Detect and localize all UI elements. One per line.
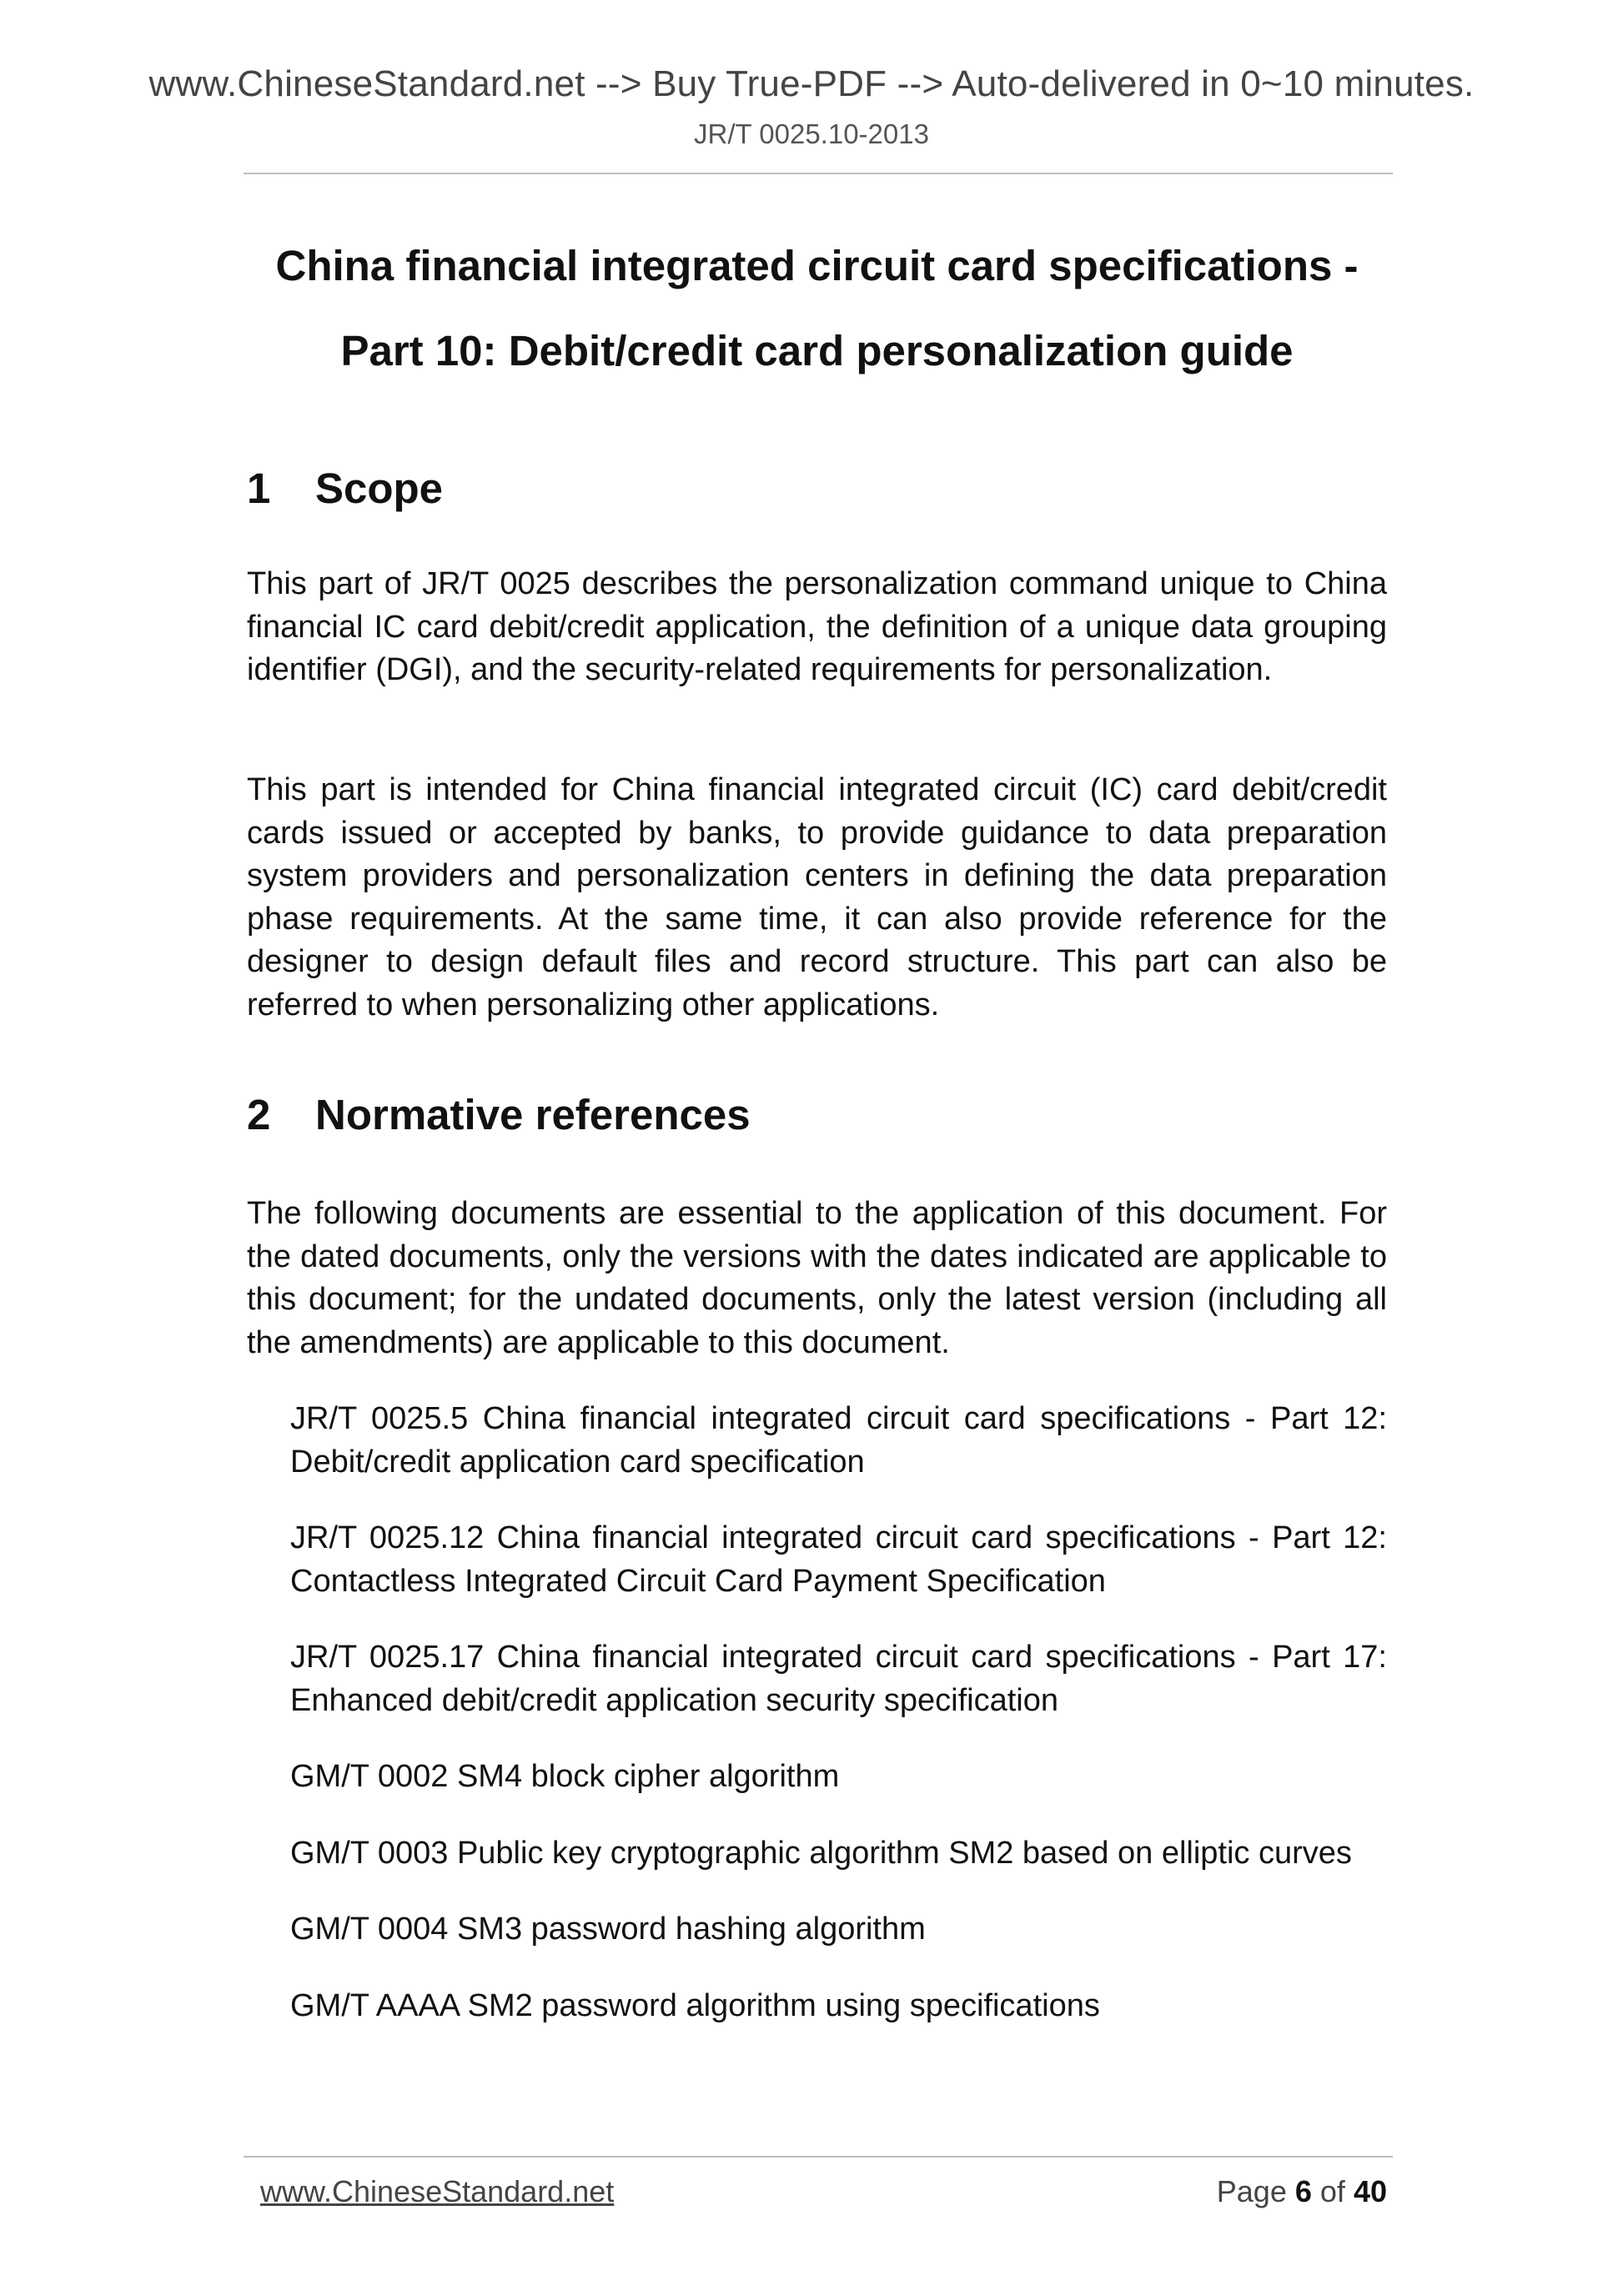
footer-divider [244, 2156, 1393, 2158]
document-title-line1: China financial integrated circuit card specifications - [275, 242, 1359, 289]
page-number [1217, 2174, 1387, 2209]
section-2-title: Normative references [315, 1091, 751, 1138]
page-of: of [1319, 2174, 1345, 2208]
section-1-heading [247, 464, 443, 513]
scope-paragraph-2: This part is intended for China financial integrated circuit (IC) card debit/credit cards issued or accepted by banks, to provide guidance to data preparation system providers and personalization centers in defining the data preparation phase requirements. At the same time, it can also provide reference for the designer to design default files and record structure. This part can also be referred to when personalizing other applications. [247, 772, 1387, 1022]
scope-paragraph-1: This part of JR/T 0025 describes the personalization command unique to China financial IC card debit/credit application, the definition of a unique data grouping identifier (DGI), and the security-related requirements for personalization. [247, 566, 1387, 687]
reference-item: GM/T 0002 SM4 block cipher algorithm [290, 1759, 840, 1794]
section-1-title: Scope [315, 465, 444, 512]
section-2-heading [247, 1090, 751, 1139]
section-2-number: 2 [247, 1091, 271, 1138]
page-prefix: Page [1216, 2174, 1287, 2208]
page-current: 6 [1294, 2174, 1312, 2208]
reference-item: JR/T 0025.17 China financial integrated circuit card specifications - Part 17: Enhanced debit/credit application security specification [290, 1640, 1387, 1718]
reference-item: JR/T 0025.12 China financial integrated circuit card specifications - Part 12: Contactless Integrated Circuit Card Payment Specification [290, 1520, 1387, 1599]
footer-site-link[interactable]: www.ChineseStandard.net [260, 2174, 615, 2208]
header-standard-code: JR/T 0025.10-2013 [694, 118, 929, 149]
page-total: 40 [1353, 2174, 1387, 2208]
reference-item: JR/T 0025.5 China financial integrated circuit card specifications - Part 12: Debit/credit application card specification [290, 1401, 1387, 1480]
normative-references-intro: The following documents are essential to the application of this document. For the dated documents, only the versions with the dates indicated are applicable to this document; for the undated documents, only the latest version (including all the amendments) are applicable to this document. [247, 1196, 1387, 1360]
document-title-line2: Part 10: Debit/credit card personalization guide [340, 327, 1294, 374]
reference-item: GM/T AAAA SM2 password algorithm using specifications [290, 1987, 1100, 2023]
reference-item: GM/T 0004 SM3 password hashing algorithm [290, 1912, 926, 1947]
reference-list [290, 1398, 1387, 2061]
reference-item: GM/T 0003 Public key cryptographic algorithm SM2 based on elliptic curves [290, 1835, 1352, 1871]
header-divider [244, 173, 1393, 174]
header-banner: www.ChineseStandard.net --> Buy True-PDF --> Auto-delivered in 0~10 minutes. [148, 63, 1475, 104]
section-1-number: 1 [247, 465, 271, 512]
